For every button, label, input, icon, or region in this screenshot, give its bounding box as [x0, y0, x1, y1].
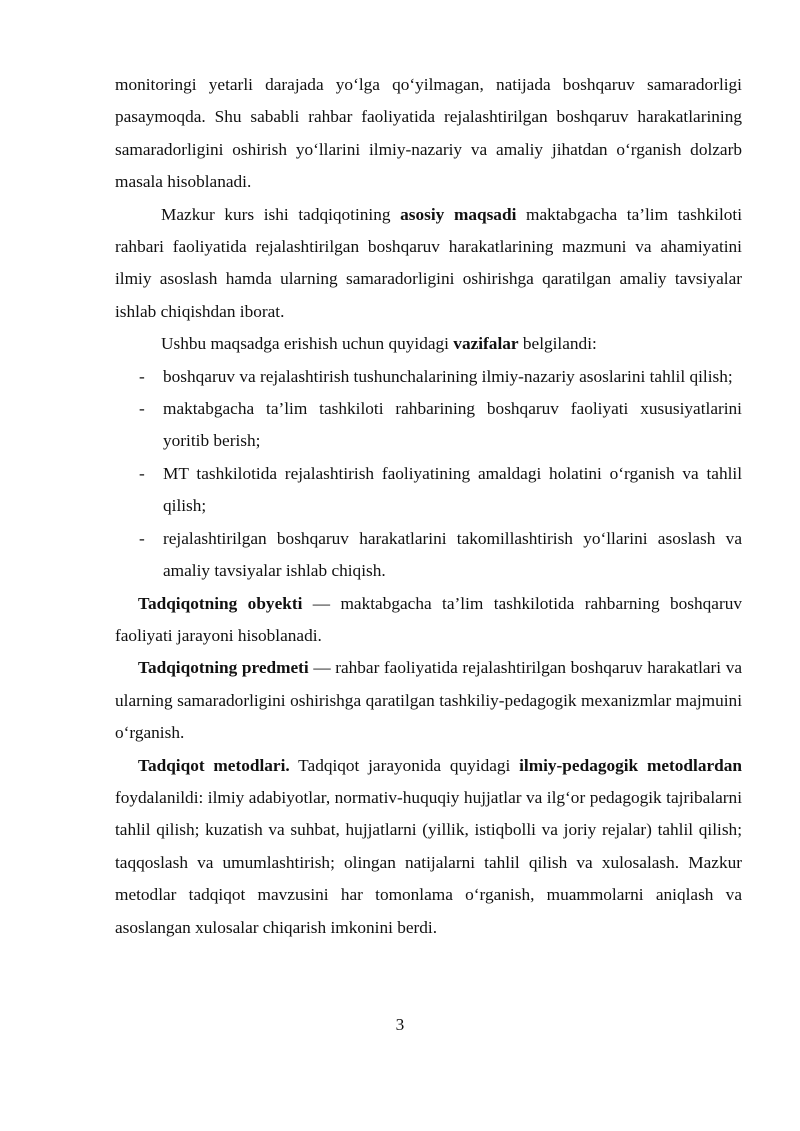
list-dash: - [139, 528, 145, 548]
page-number: 3 [395, 1015, 405, 1034]
object-keyword: Tadqiqotning obyekti [138, 593, 303, 613]
list-dash: - [139, 463, 145, 483]
object-text: — maktabgacha ta’lim tashkilotida rahbarning boshqaruv faoliyati jarayoni hisoblanadi. [115, 593, 742, 645]
list-item [115, 393, 742, 458]
tasks-list [115, 361, 742, 588]
tasks-text-pre: Ushbu maqsadga erishish uchun quyidagi [161, 334, 454, 354]
paragraph-aim [115, 199, 742, 329]
paragraph-tasks-intro [115, 328, 742, 360]
subject-text: — rahbar faoliyatida rejalashtirilgan boshqaruv harakatlari va ularning samaradorligini oshirishga qaratilgan tashkiliy-pedagogik mexanizmlar majmuini o‘rganish. [115, 658, 743, 743]
aim-text-post: maktabgacha ta’lim tashkiloti rahbari faoliyatida rejalashtirilgan boshqaruv harakatlarining mazmuni va ahamiyatini ilmiy asoslash hamda ularning samaradorligini oshirishga qaratilgan amaliy tavsiyalar ishlab chiqishdan iborat. [115, 204, 743, 321]
aim-keyword: asosiy maqsadi [400, 204, 517, 224]
aim-text-pre: Mazkur kurs ishi tadqiqotining [161, 204, 401, 224]
list-item [115, 361, 742, 393]
paragraph-intro-continuation: monitoringi yetarli darajada yo‘lga qo‘yilmagan, natijada boshqaruv samaradorligi pasaymoqda. Shu sababli rahbar faoliyatida rejalashtirilgan boshqaruv harakatlarining samaradorligini oshirish yo‘llarini ilmiy-nazariy va amaliy jihatdan o‘rganish dolzarb masala hisoblanadi. [115, 75, 742, 192]
paragraph-subject [115, 652, 742, 749]
document-page [115, 69, 742, 944]
list-item [115, 458, 742, 523]
list-item-text: rejalashtirilgan boshqaruv harakatlarini takomillashtirish yo‘llarini asoslash va amaliy tavsiyalar ishlab chiqish. [163, 528, 742, 581]
methods-text-mid: Tadqiqot jarayonida quyidagi [289, 755, 520, 775]
list-dash: - [139, 366, 145, 386]
subject-keyword: Tadqiqotning predmeti [138, 658, 309, 678]
list-item-text: maktabgacha ta’lim tashkiloti rahbarining boshqaruv faoliyati xususiyatlarini yoritib berish; [163, 399, 742, 451]
list-item-text: MT tashkilotida rejalashtirish faoliyatining amaldagi holatini o‘rganish va tahlil qilish; [163, 463, 742, 516]
methods-keyword-2: ilmiy-pedagogik metodlardan [519, 755, 742, 775]
paragraph-object [115, 588, 742, 653]
tasks-text-post: belgilandi: [518, 334, 597, 354]
paragraph-methods [115, 750, 742, 944]
tasks-keyword: vazifalar [453, 334, 519, 354]
list-dash: - [139, 399, 145, 419]
list-item-text: boshqaruv va rejalashtirish tushunchalarining ilmiy-nazariy asoslarini tahlil qilish; [163, 366, 733, 386]
methods-text-post: foydalanildi: ilmiy adabiyotlar, normativ-huquqiy hujjatlar va ilg‘or pedagogik tajribalarni tahlil qilish; kuzatish va suhbat, hujjatlarni (yillik, istiqbolli va joriy rejalar) tahlil qilish; taqqoslash va umumlashtirish; olingan natijalarni tahlil qilish va xulosalash. Mazkur metodlar tadqiqot mavzusini har tomonlama o‘rganish, muammolarni aniqlash va asoslangan xulosalar chiqarish imkonini berdi. [115, 787, 742, 937]
list-item [115, 523, 742, 588]
methods-keyword: Tadqiqot metodlari. [138, 755, 290, 775]
